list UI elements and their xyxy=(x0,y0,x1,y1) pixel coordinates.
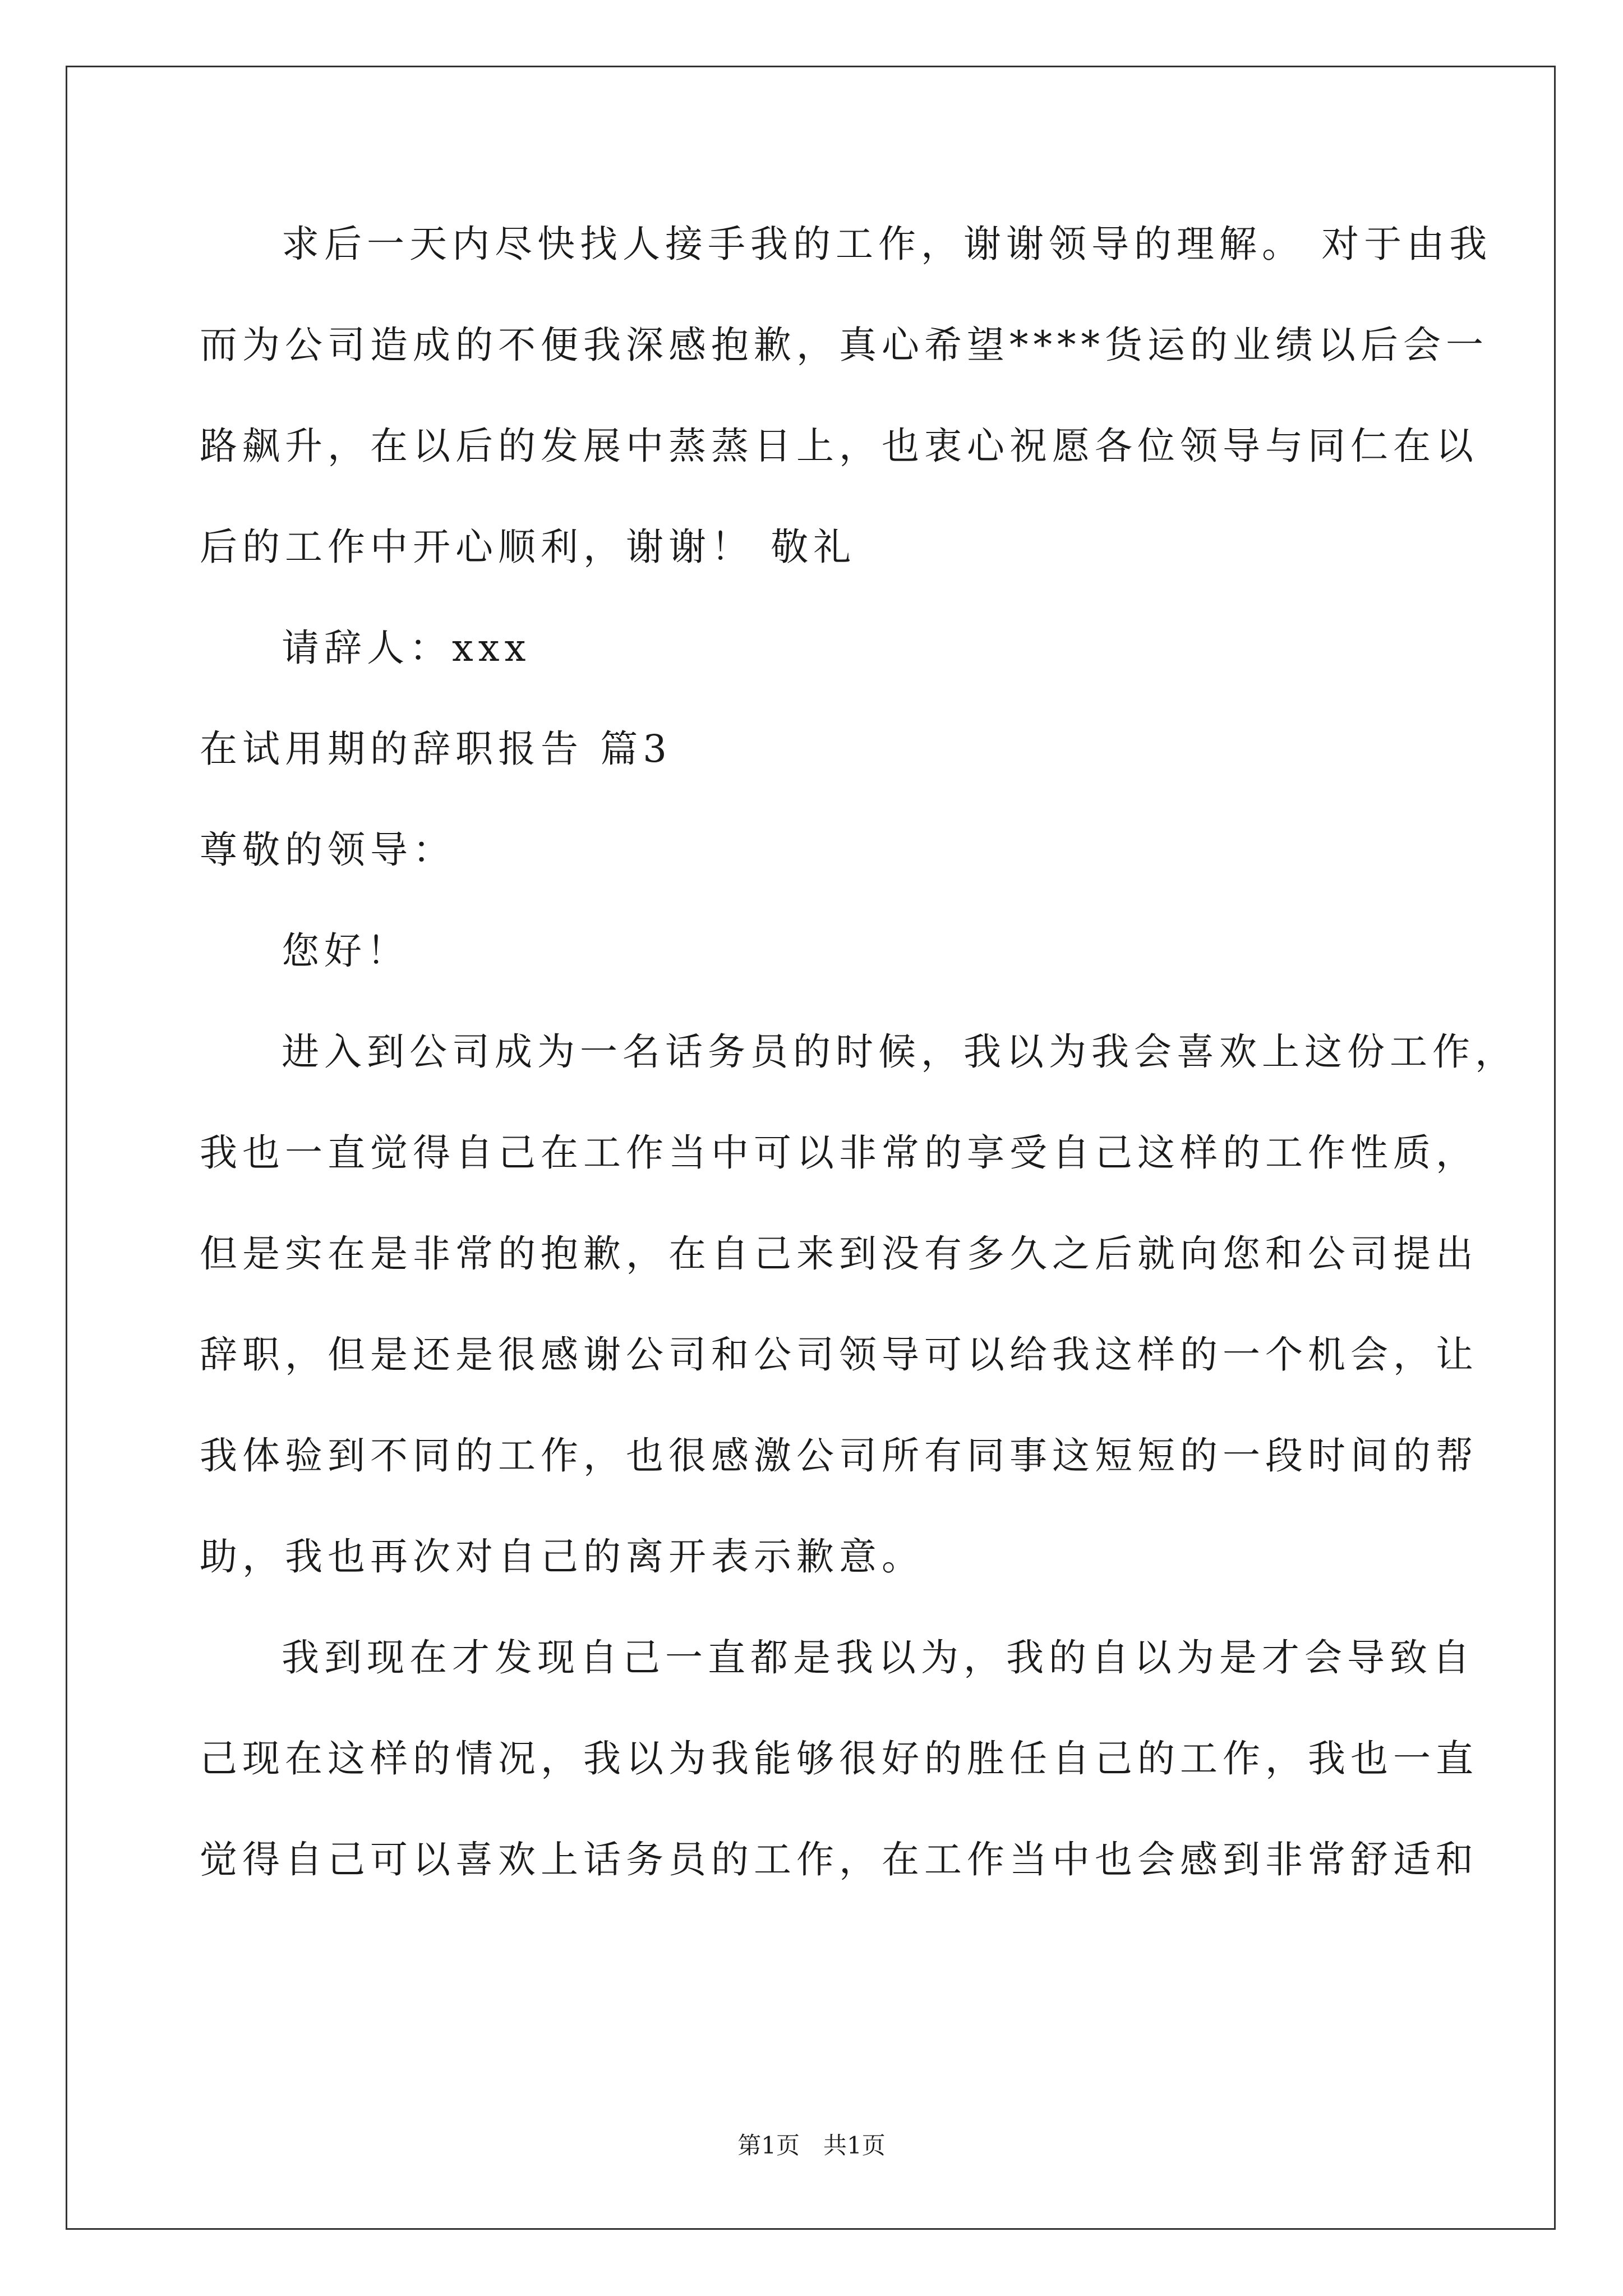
signature-line: 请辞人：xxx xyxy=(282,626,531,670)
paragraph-line: 我到现在才发现自己一直都是我以为，我的自以为是才会导致自 xyxy=(282,1636,1475,1680)
section-heading: 在试用期的辞职报告 篇3 xyxy=(200,727,672,771)
page-number-current: 第1页 xyxy=(737,2132,800,2159)
paragraph-line: 求后一天内尽快找人接手我的工作，谢谢领导的理解。 对于由我 xyxy=(282,222,1492,266)
paragraph-line: 进入到公司成为一名话务员的时候，我以为我会喜欢上这份工作， xyxy=(282,1030,1518,1074)
paragraph-line: 己现在这样的情况，我以为我能够很好的胜任自己的工作，我也一直 xyxy=(200,1737,1478,1780)
paragraph-line: 我也一直觉得自己在工作当中可以非常的享受自己这样的工作性质， xyxy=(200,1131,1478,1175)
paragraph-line: 路飙升，在以后的发展中蒸蒸日上，也衷心祝愿各位领导与同仁在以 xyxy=(200,424,1478,468)
paragraph-line: 助，我也再次对自己的离开表示歉意。 xyxy=(200,1535,924,1579)
paragraph-line: 我体验到不同的工作，也很感激公司所有同事这短短的一段时间的帮 xyxy=(200,1434,1478,1478)
page-number-total: 共1页 xyxy=(823,2132,886,2159)
paragraph-line: 觉得自己可以喜欢上话务员的工作，在工作当中也会感到非常舒适和 xyxy=(200,1838,1478,1881)
paragraph-line: 后的工作中开心顺利，谢谢！ 敬礼 xyxy=(200,525,856,569)
paragraph-line: 辞职，但是还是很感谢公司和公司领导可以给我这样的一个机会，让 xyxy=(200,1333,1478,1377)
salutation: 尊敬的领导： xyxy=(200,828,455,872)
greeting: 您好！ xyxy=(282,929,409,973)
page-footer xyxy=(0,2132,1623,2160)
paragraph-line: 但是实在是非常的抱歉，在自己来到没有多久之后就向您和公司提出 xyxy=(200,1232,1478,1276)
paragraph-line: 而为公司造成的不便我深感抱歉，真心希望****货运的业绩以后会一 xyxy=(200,323,1488,367)
